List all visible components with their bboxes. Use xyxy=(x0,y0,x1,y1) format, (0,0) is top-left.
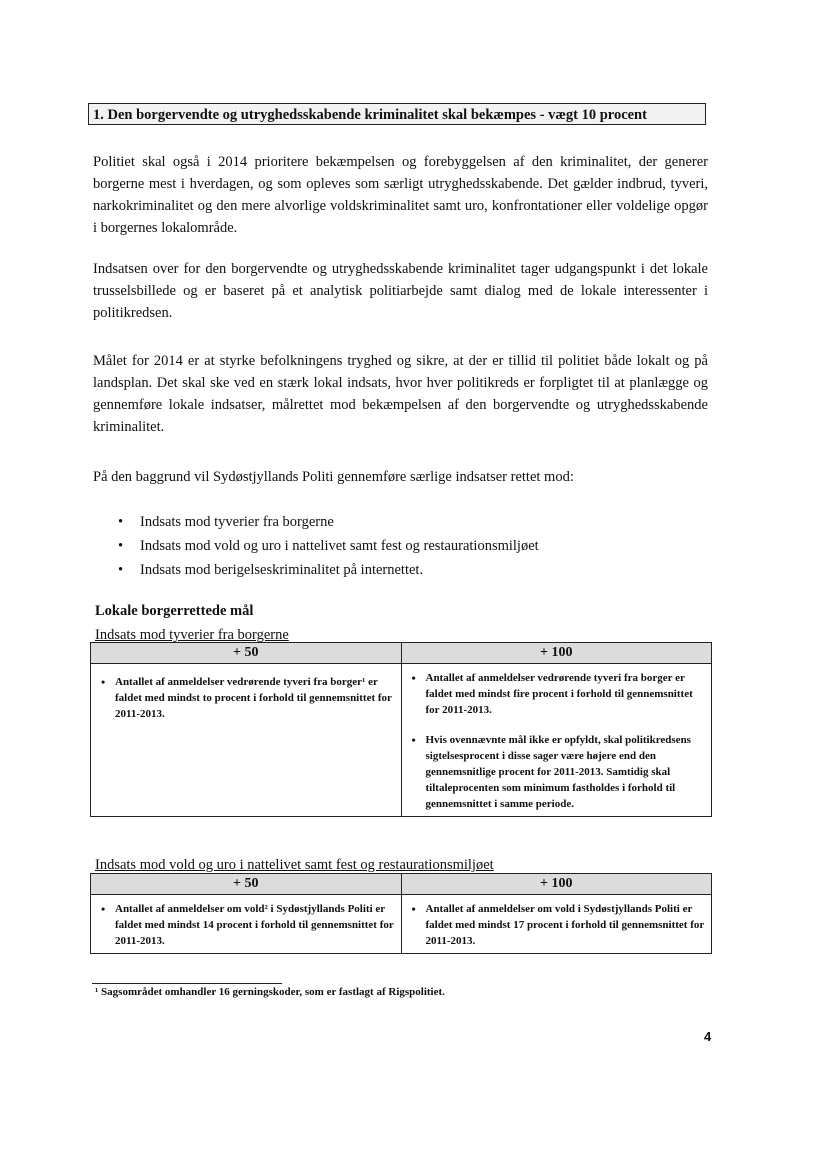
table1-right-item-1: • Antallet af anmeldelser vedrørende tyveri fra borger er faldet med mindst fire procent i forhold til gennemsnittet for 2011-2013. xyxy=(408,670,706,718)
paragraph-2: Indsatsen over for den borgervendte og utryghedsskabende kriminalitet tager udgangspunkt i det lokale trusselsbillede og er baseret på et analytisk politiarbejde samt dialog med de lokale interessenter i politikredsen. xyxy=(93,261,708,321)
table2-header-left: + 50 xyxy=(91,874,402,895)
table1-left-item-1: • Antallet af anmeldelser vedrørende tyveri fra borger¹ er faldet med mindst to procent i forhold til gennemsnittet for 2011-2013. xyxy=(97,674,395,722)
table2-cell-left xyxy=(91,895,402,954)
goals-table-violence xyxy=(90,873,712,954)
table2-title: Indsats mod vold og uro i nattelivet samt fest og restaurationsmiljøet xyxy=(95,857,494,873)
table2-right-item-1: • Antallet af anmeldelser om vold i Sydøstjyllands Politi er faldet med mindst 17 procent i forhold til gennemsnittet for 2011-2013. xyxy=(408,901,706,949)
table1-header-right: + 100 xyxy=(401,643,712,664)
list-item: • Indsats mod vold og uro i nattelivet samt fest og restaurationsmiljøet xyxy=(118,534,539,558)
table2-header-right: + 100 xyxy=(401,874,712,895)
table2-left-item-1: • Antallet af anmeldelser om vold² i Sydøstjyllands Politi er faldet med mindst 14 procent i forhold til gennemsnittet for 2011-2013. xyxy=(97,901,395,949)
list-item: • Indsats mod berigelseskriminalitet på internettet. xyxy=(118,558,539,582)
table1-header-left: + 50 xyxy=(91,643,402,664)
paragraph-4: På den baggrund vil Sydøstjyllands Politi gennemføre særlige indsatser rettet mod: xyxy=(93,469,574,485)
table1-right-item-2: • Hvis ovennævnte mål ikke er opfyldt, skal politikredsens sigtelsesprocent i disse sager være højere end den gennemsnitlige procent for 2011-2013. Samtidig skal tiltaleprocenten som minimum fastholdes i forhold til gennemsnittet i samme periode. xyxy=(408,732,706,812)
local-goals-heading: Lokale borgerrettede mål xyxy=(95,603,254,619)
list-item: • Indsats mod tyverier fra borgerne xyxy=(118,510,539,534)
page-number: 4 xyxy=(704,1029,712,1044)
footnote-divider xyxy=(92,983,282,984)
paragraph-3: Målet for 2014 er at styrke befolkningens tryghed og sikre, at der er tillid til politiet både lokalt og på landsplan. Det skal ske ved en stærk lokal indsats, hvor hver politikreds er forpligtet til at planlægge og gennemføre lokale indsatser, målrettet mod bekæmpelsen af den borgervendte og utryghedsskabende kriminalitet. xyxy=(93,353,708,435)
measures-list xyxy=(118,510,539,582)
table1-cell-right xyxy=(401,664,712,817)
table1-title: Indsats mod tyverier fra borgerne xyxy=(95,627,289,643)
paragraph-1: Politiet skal også i 2014 prioritere bekæmpelsen og forebyggelsen af den kriminalitet, der generer borgerne mest i hverdagen, og som opleves som særligt utryghedsskabende. Det gælder indbrud, tyveri, narkokriminalitet og den mere alvorlige voldskriminalitet samt uro, konfrontationer eller voldelige opgør i borgernes lokalområde. xyxy=(93,154,708,236)
goals-table-theft xyxy=(90,642,712,817)
footnote: ¹ Sagsområdet omhandler 16 gerningskoder, som er fastlagt af Rigspolitiet. xyxy=(95,986,445,998)
table2-cell-right xyxy=(401,895,712,954)
table1-cell-left xyxy=(91,664,402,817)
section-heading: 1. Den borgervendte og utryghedsskabende kriminalitet skal bekæmpes - vægt 10 procent xyxy=(88,103,706,125)
